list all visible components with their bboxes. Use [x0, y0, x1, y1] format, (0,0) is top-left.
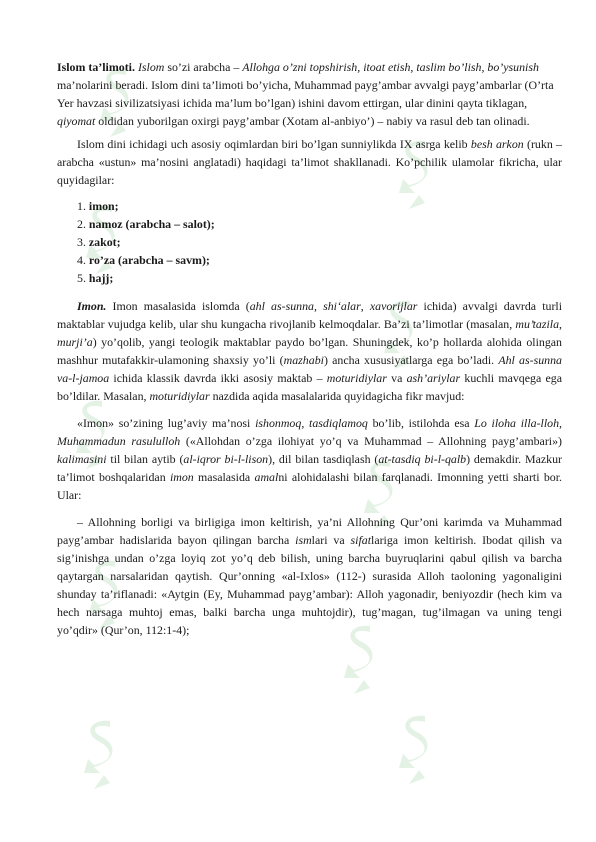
text-run: Ahl as-sunna va-l-jamoa [57, 353, 562, 385]
list-number: 2. [77, 217, 89, 231]
paragraph-islom-talimoti: Islom ta’limoti. Islom so’zi arabcha – Allohga o’zni topshirish, itoat etish, taslim bo’lish, bo’ysunish ma’nolarini beradi. Islom dini ta’limoti bo’yicha, Muhammad payg’ambar avvalgi payg’ambarlar (O’rta Yer havzasi sivilizatsiyasi ichida ma’lum bo’lgan) ishini davom ettirgan, ular dinini qayta tiklagan, qiyomat oldidan yuborilgan oxirgi payg’ambar (Xotam al-anbiyo’) – nabiy va rasul deb tan olinadi. [57, 60, 554, 128]
list-number: 3. [77, 235, 89, 249]
text-run: besh arkon [470, 137, 524, 151]
text-run: tasdiqlamoq [309, 416, 368, 430]
list-item-label: hajj; [88, 271, 114, 285]
text-run: moturidiylar [326, 371, 387, 385]
watermark-logo-icon [395, 710, 435, 788]
text-run: murji’a [57, 335, 93, 349]
text-run: ahl as-sunna [249, 299, 314, 313]
paragraph-first-condition: – Allohning borligi va birligiga imon keltirish, ya’ni Allohning Qur’oni karimda va Muhammad payg’ambar hadislarida bayon qilingan barcha ismlari va sifatlariga imon keltirish. Ibodat qilish va sig’inishga undan o’zga loyiq zot yo’q deb bilish, uning barcha buyruqlarini qabul qilish va barcha qaytargan narsalaridan qaytish. Qur’onning «al-Ixlos» (112-) surasida Alloh taoloning yagonaligini shunday ta’riflanadi: «Aytgin (Ey, Muhammad payg’ambar): Alloh yagonadir, beniyozdir (hech kim va hech narsaga muhtoj emas, balki barcha unga muhtojdir), tug’magan, tug’ilmagan va uning tengi yo’qdir» (Qur’on, 112:1-4); [57, 515, 562, 637]
text-run: kalimasini [57, 452, 107, 466]
list-item-label: namoz (arabcha – salot); [88, 217, 215, 231]
list-item [77, 269, 562, 287]
text-run: moturidiylar [149, 389, 210, 403]
list-item-label: imon; [88, 199, 119, 213]
text-run: Imon. [77, 299, 107, 313]
text-run: Lo iloha illa-lloh, Muhammadun rasululloh [57, 416, 563, 448]
text-run: sifat [350, 533, 372, 547]
text-run: amal [254, 470, 279, 484]
text-run: xavorijlar [369, 299, 418, 313]
list-item-label: ro’za (arabcha – savm); [88, 253, 210, 267]
list-number: 1. [77, 199, 89, 213]
text-run: al-iqror bi-l-lison [183, 452, 269, 466]
watermark-logo-icon [80, 715, 120, 793]
list-item [77, 215, 562, 233]
paragraph-imon-definition: «Imon» so’zining lug’aviy ma’nosi ishonmoq, tasdiqlamoq bo’lib, istilohda esa Lo iloha illa-lloh, Muhammadun rasululloh («Allohdan o’zga ilohiyat yo’q va Muhammad – Allohning payg’ambari») kalimasini til bilan aytib (al-iqror bi-l-lison), dil bilan tasdiqlash (at-tasdiq bi-l-qalb) demakdir. Mazkur ta’limot boshqalaridan imon masalasida amalni alohidalashi bilan farqlanadi. Imonning yetti sharti bor. Ular: [57, 416, 563, 502]
pillars-list [77, 197, 562, 287]
text-run: imon [169, 470, 194, 484]
text-run: Allohga o’zni topshirish, itoat etish, taslim bo’lish, bo’ysunish [242, 60, 539, 74]
text-run: at-tasdiq bi-l-qalb [378, 452, 467, 466]
text-run: ash’ariylar [406, 371, 461, 385]
text-run: Islom ta’limoti. [57, 60, 135, 74]
paragraph-imon: Imon. Imon masalasida islomda (ahl as-sunna, shi‘alar, xavorijlar ichida) avvalgi davrda turli maktablar vujudga kelib, ular shu kungacha rivojlanib kelmoqdalar. Ba’zi ta’limotlar (masalan, mu’tazila, murji’a) yo’qolib, yangi teologik maktablar paydo bo’lgan. Shuningdek, ko’p hollarda alohida olingan mashhur mutafakkir-ulamoning shaxsiy yo’li (mazhabi) ancha xususiyatlarga ega bo’ladi. Ahl as-sunna va-l-jamoa ichida klassik davrda ikki asosiy maktab – moturidiylar va ash’ariylar kuchli mavqega ega bo’ldilar. Masalan, moturidiylar nazdida aqida masalalarida quyidagicha fikr mavjud: [57, 299, 563, 403]
text-run: Islom [137, 60, 165, 74]
paragraph-besh-arkon: Islom dini ichidagi uch asosiy oqimlardan biri bo’lgan sunniylikda IX asrga kelib besh arkon (rukn – arabcha «ustun» ma’nosini anglatadi) haqidagi ta’limot shakllanadi. Ko’pchilik ulamolar fikricha, ular quyidagilar: [57, 137, 562, 187]
text-run: shi‘alar [323, 299, 361, 313]
text-run: ism [295, 533, 312, 547]
list-item [77, 251, 562, 269]
text-run: mazhabi [283, 353, 324, 367]
text-run: qiyomat [57, 114, 96, 128]
list-item-label: zakot; [88, 235, 121, 249]
document-body [57, 58, 562, 639]
text-run: mu’tazila [515, 317, 560, 331]
list-item [77, 233, 562, 251]
list-number: 5. [77, 271, 89, 285]
text-run: ishonmoq [255, 416, 302, 430]
list-number: 4. [77, 253, 89, 267]
list-item [77, 197, 562, 215]
